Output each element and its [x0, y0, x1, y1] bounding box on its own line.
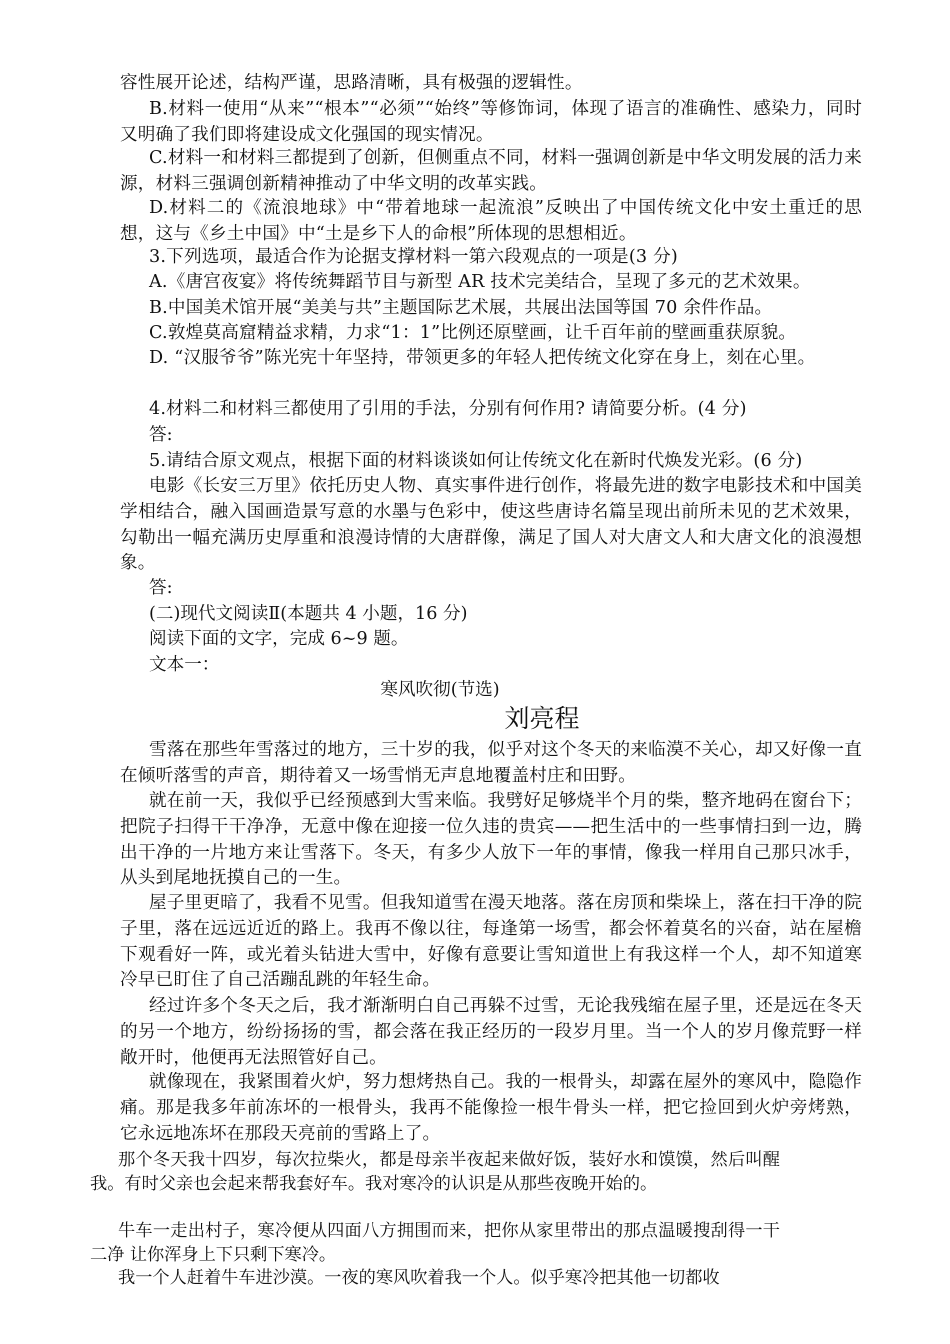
answer-label: 答:: [149, 425, 173, 445]
option-c-paragraph: C.材料一和材料三都提到了创新，但侧重点不同，材料一强调创新是中华文明发展的活力来源，材料三强调创新精神推动了中华文明的改革实践。: [120, 148, 862, 194]
essay-paragraph: 经过许多个冬天之后，我才渐渐明白自己再躲不过雪，无论我残缩在屋子里，还是远在冬天的另一个地方，纷纷扬扬的雪，都会落在我正经历的一段岁月里。当一个人的岁月像荒野一样敞开时，他便再无法照管好自己。: [120, 996, 862, 1068]
paragraph-continuation: 容性展开论述，结构严谨，思路清晰，具有极强的逻辑性。: [120, 73, 583, 93]
option-b-paragraph: B.材料一使用“从来”“根本”“必须”“始终”等修饰词，体现了语言的准确性、感染力，同时又明确了我们即将建设成文化强国的现实情况。: [120, 99, 862, 145]
question-5-material: 电影《长安三万里》依托历史人物、真实事件进行创作，将最先进的数字电影技术和中国美学相结合，融入国画造景写意的水墨与色彩中，使这些唐诗名篇呈现出前所未见的艺术效果，勾勒出一幅充满历史厚重和浪漫诗情的大唐群像，满足了国人对大唐文人和大唐文化的浪漫想象。: [120, 476, 862, 574]
question-5: 5.请结合原文观点，根据下面的材料谈谈如何让传统文化在新时代焕发光彩。(6 分): [149, 451, 803, 471]
essay-paragraph: 我一个人赶着牛车进沙漠。一夜的寒风吹着我一个人。似乎寒冷把其他一切都收: [118, 1268, 720, 1288]
essay-paragraph: 屋子里更暗了，我看不见雪。但我知道雪在漫天地落。落在房顶和柴垛上，落在扫干净的院子里，落在远远近近的路上。我再不像以往，每逢第一场雪，都会怀着莫名的兴奋，站在屋檐下观看好一阵，或光着头钻进大雪中，好像有意要让雪知道世上有我这样一个人，却不知道寒冷早已盯住了自己活蹦乱跳的年轻生命。: [120, 893, 862, 991]
text-one-label: 文本一：: [149, 655, 220, 675]
question-3-option-a: A.《唐宫夜宴》将传统舞蹈节目与新型 AR 技术完美结合，呈现了多元的艺术效果。: [149, 272, 811, 292]
essay-title: 寒风吹彻(节选): [380, 680, 500, 700]
option-d-paragraph: D.材料二的《流浪地球》中“带着地球一起流浪”反映出了中国传统文化中安土重迁的思想，这与《乡土中国》中“土是乡下人的命根”所体现的思想相近。: [120, 198, 862, 244]
essay-author: 刘亮程: [504, 704, 580, 733]
question-3-option-c: C.敦煌莫高窟精益求精，力求“1：1”比例还原壁画，让千百年前的壁画重获原貌。: [149, 323, 797, 343]
answer-label: 答:: [149, 578, 173, 598]
question-4: 4.材料二和材料三都使用了引用的手法，分别有何作用? 请简要分析。(4 分): [149, 399, 747, 419]
essay-paragraph: 牛车一走出村子，寒冷便从四面八方拥围而来，把你从家里带出的那点温暖搜刮得一干二净 让你浑身上下只剩下寒冷。: [90, 1221, 780, 1265]
reading-instruction: 阅读下面的文字，完成 6~9 题。: [149, 629, 409, 649]
essay-paragraph: 就在前一天，我似乎已经预感到大雪来临。我劈好足够烧半个月的柴，整齐地码在窗台下；把院子扫得干干净净，无意中像在迎接一位久违的贵宾——把生活中的一些事情扫到一边，腾出干净的一片地方来让雪落下。冬天，有多少人放下一年的事情，像我一样用自己那只冰手，从头到尾地抚摸自己的一生。: [120, 791, 862, 889]
essay-paragraph: 就像现在，我紧围着火炉，努力想烤热自己。我的一根骨头，却露在屋外的寒风中，隐隐作痛。那是我多年前冻坏的一根骨头，我再不能像捡一根牛骨头一样，把它捡回到火炉旁烤熟，它永远地冻坏在那段天亮前的雪路上了。: [120, 1072, 862, 1144]
question-3-option-d: D. “汉服爷爷”陈光宪十年坚持，带领更多的年轻人把传统文化穿在身上，刻在心里。: [149, 348, 816, 368]
question-3-option-b: B.中国美术馆开展“美美与共”主题国际艺术展，共展出法国等国 70 余件作品。: [149, 298, 773, 318]
question-3: 3.下列选项，最适合作为论据支撑材料一第六段观点的一项是(3 分): [149, 247, 678, 267]
essay-paragraph: 雪落在那些年雪落过的地方，三十岁的我，似乎对这个冬天的来临漠不关心，却又好像一直在倾听落雪的声音，期待着又一场雪悄无声息地覆盖村庄和田野。: [120, 740, 862, 786]
section-heading: (二)现代文阅读Ⅱ(本题共 4 小题，16 分): [149, 604, 468, 624]
essay-paragraph: 那个冬天我十四岁，每次拉柴火，都是母亲半夜起来做好饭，装好水和馍馍，然后叫醒我。有时父亲也会起来帮我套好车。我对寒冷的认识是从那些夜晚开始的。: [90, 1150, 780, 1194]
